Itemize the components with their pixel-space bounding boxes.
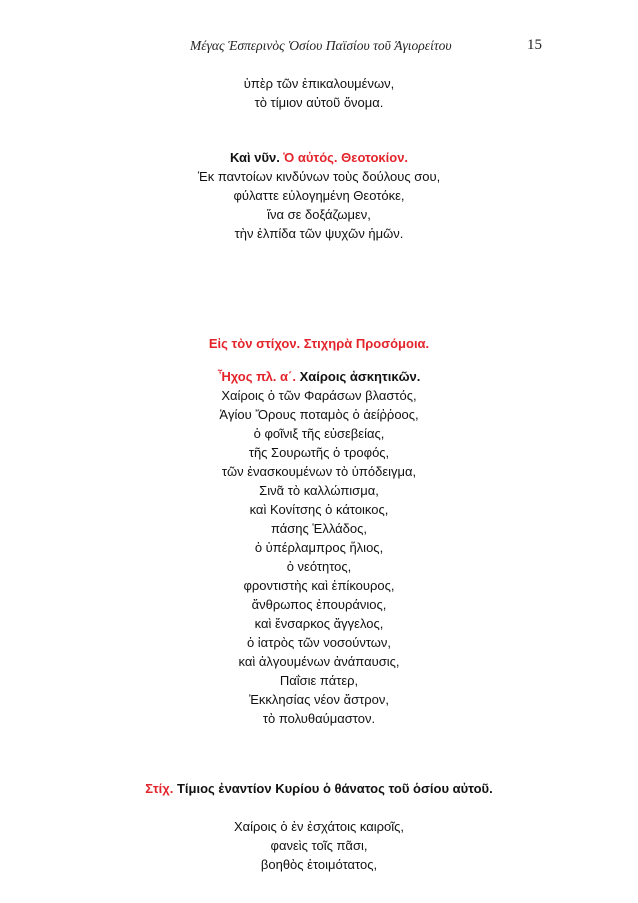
text-line: βοηθὸς ἑτοιμότατος,: [260, 857, 378, 872]
text-line: Ἐκκλησίας νέον ἄστρον,: [248, 692, 390, 707]
text-line: φύλαττε εὐλογημένη Θεοτόκε,: [233, 188, 405, 203]
text-line: ὑπὲρ τῶν ἐπικαλουμένων,: [243, 76, 395, 91]
text-line: τὸ πολυθαύμαστον.: [262, 711, 376, 726]
text-line: τῆς Σουρωτῆς ὁ τροφός,: [248, 445, 390, 460]
running-title: Μέγας Ἑσπερινὸς Ὁσίου Παϊσίου τοῦ Ἁγιορείτου: [190, 38, 452, 53]
verse-section: [0, 779, 638, 798]
text-line: Ἁγίου Ὄρους ποταμὸς ὁ ἀείῤῥοος,: [219, 407, 419, 422]
text-line: ἵνα σε δοξάζωμεν,: [267, 207, 371, 222]
stichera-title: Εἰς τὸν στίχον. Στιχηρὰ Προσόμοια.: [208, 336, 430, 351]
verse-text: Τίμιος ἐναντίον Κυρίου ὁ θάνατος τοῦ ὁσίου αὐτοῦ.: [176, 781, 493, 796]
heading-and-now: Καὶ νῦν.: [229, 150, 280, 165]
text-line: τῶν ἐνασκουμένων τὸ ὑπόδειγμα,: [221, 464, 417, 479]
theotokion-section: [0, 148, 638, 243]
text-line: Σινᾶ τὸ καλλώπισμα,: [259, 483, 379, 498]
text-line: τὸ τίμιον αὐτοῦ ὄνομα.: [254, 95, 384, 110]
text-line: Χαίροις ὁ ἐν ἐσχάτοις καιροῖς,: [233, 819, 405, 834]
tone-heading: [0, 367, 638, 386]
page-body: [0, 74, 638, 874]
text-line: καὶ Κονίτσης ὁ κάτοικος,: [249, 502, 389, 517]
text-line: πάσης Ἑλλάδος,: [270, 521, 368, 536]
text-line: ὁ νεότητος,: [286, 559, 352, 574]
next-hymn: [0, 817, 638, 874]
theotokion-heading: [0, 148, 638, 167]
text-line: φροντιστὴς καὶ ἐπίκουρος,: [243, 578, 395, 593]
text-line: Ἐκ παντοίων κινδύνων τοὺς δούλους σου,: [197, 169, 441, 184]
text-line: καὶ ἀλγουμένων ἀνάπαυσις,: [238, 654, 400, 669]
verse-line: [0, 779, 638, 798]
text-line: καὶ ἔνσαρκος ἄγγελος,: [254, 616, 384, 631]
text-line: φανεὶς τοῖς πᾶσι,: [270, 838, 368, 853]
text-line: Παΐσιε πάτερ,: [279, 673, 359, 688]
text-line: ἄνθρωπος ἐπουράνιος,: [251, 597, 387, 612]
text-line: ὁ ὑπέρλαμπρος ἥλιος,: [254, 540, 384, 555]
heading-theotokion: Ὁ αὐτός. Θεοτοκίον.: [283, 150, 409, 165]
page-header: [0, 38, 638, 60]
tone-model: Χαίροις ἀσκητικῶν.: [299, 369, 421, 384]
text-line: Χαίροις ὁ τῶν Φαράσων βλαστός,: [221, 388, 417, 403]
stichera-section: [0, 334, 638, 728]
hymn-ending: [0, 74, 638, 112]
verse-label: Στίχ.: [145, 781, 174, 796]
text-line: τὴν ἐλπίδα τῶν ψυχῶν ἡμῶν.: [234, 226, 404, 241]
text-line: ὁ ἰατρὸς τῶν νοσούντων,: [246, 635, 392, 650]
text-line: ὁ φοῖνιξ τῆς εὐσεβείας,: [253, 426, 385, 441]
page-number: 15: [527, 37, 542, 53]
tone-label: Ἦχος πλ. α΄.: [217, 369, 296, 384]
